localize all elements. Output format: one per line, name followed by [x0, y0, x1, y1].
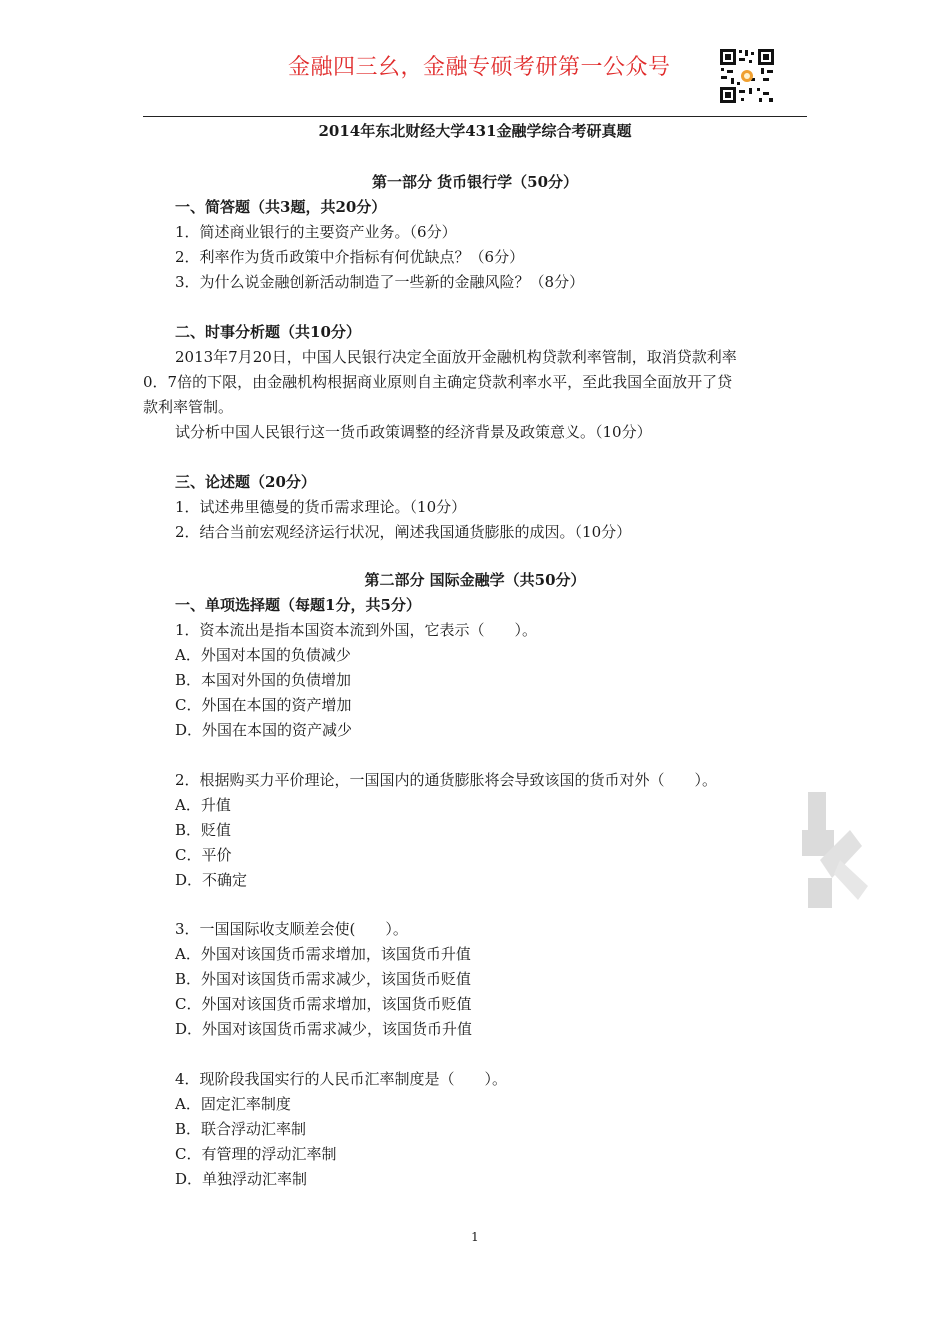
analysis-paragraph-line-3: 款利率管制。 — [143, 398, 234, 416]
part1-question-3: 3．为什么说金融创新活动制造了一些新的金融风险？（8分） — [175, 273, 585, 291]
part1-section3-heading: 三、论述题（20分） — [175, 473, 316, 491]
mc-question-3: 3．一国国际收支顺差会使( ）。 — [175, 920, 408, 938]
mc-question-1-option-b: B．本国对外国的负债增加 — [175, 671, 352, 689]
part1-section1-heading: 一、简答题（共3题，共20分） — [175, 198, 387, 216]
mc-question-2-option-d: D．不确定 — [175, 871, 248, 889]
mc-question-2: 2．根据购买力平价理论，一国国内的通货膨胀将会导致该国的货币对外（ ）。 — [175, 771, 718, 789]
mc-question-2-option-c: C．平价 — [175, 846, 232, 864]
part1-heading: 第一部分 货币银行学（50分） — [371, 173, 579, 191]
page-number: 1 — [471, 1230, 479, 1244]
watermark-graphic — [800, 790, 870, 910]
mc-question-4-option-b: B．联合浮动汇率制 — [175, 1120, 307, 1138]
mc-question-4-option-c: C．有管理的浮动汇率制 — [175, 1145, 337, 1163]
header-divider — [143, 116, 807, 117]
header-title: 金融四三幺，金融专硕考研第一公众号 — [288, 55, 671, 80]
part1-question-2: 2．利率作为货币政策中介指标有何优缺点？（6分） — [175, 248, 525, 266]
mc-question-2-option-a: A．升值 — [175, 796, 231, 814]
mc-question-4: 4．现阶段我国实行的人民币汇率制度是（ ）。 — [175, 1070, 508, 1088]
mc-question-3-option-d: D．外国对该国货币需求减少，该国货币升值 — [175, 1020, 473, 1038]
essay-question-2: 2．结合当前宏观经济运行状况，阐述我国通货膨胀的成因。（10分） — [175, 523, 632, 541]
mc-question-2-option-b: B．贬值 — [175, 821, 232, 839]
mc-question-3-option-a: A．外国对该国货币需求增加，该国货币升值 — [175, 945, 471, 963]
part1-section2-heading: 二、时事分析题（共10分） — [175, 323, 361, 341]
part1-question-1: 1．简述商业银行的主要资产业务。（6分） — [175, 223, 457, 241]
mc-question-1-option-d: D．外国在本国的资产减少 — [175, 721, 353, 739]
analysis-paragraph-line-1: 2013年7月20日，中国人民银行决定全面放开金融机构贷款利率管制，取消贷款利率 — [175, 348, 737, 366]
mc-question-1-option-c: C．外国在本国的资产增加 — [175, 696, 352, 714]
mc-question-1-option-a: A．外国对本国的负债减少 — [175, 646, 351, 664]
qr-code-icon — [719, 48, 775, 104]
mc-question-4-option-a: A．固定汇率制度 — [175, 1095, 291, 1113]
mc-question-1: 1．资本流出是指本国资本流到外国，它表示（ ）。 — [175, 621, 538, 639]
mc-question-3-option-b: B．外国对该国货币需求减少，该国货币贬值 — [175, 970, 472, 988]
analysis-paragraph-line-2: 0．7倍的下限，由金融机构根据商业原则自主确定贷款利率水平，至此我国全面放开了贷 — [143, 373, 733, 391]
part2-section1-heading: 一、单项选择题（每题1分，共5分） — [175, 596, 421, 614]
analysis-question: 试分析中国人民银行这一货币政策调整的经济背景及政策意义。（10分） — [175, 423, 652, 441]
document-title: 2014年东北财经大学431金融学综合考研真题 — [318, 122, 632, 140]
essay-question-1: 1．试述弗里德曼的货币需求理论。（10分） — [175, 498, 467, 516]
mc-question-4-option-d: D．单独浮动汇率制 — [175, 1170, 308, 1188]
part2-heading: 第二部分 国际金融学（共50分） — [364, 571, 586, 589]
mc-question-3-option-c: C．外国对该国货币需求增加，该国货币贬值 — [175, 995, 472, 1013]
